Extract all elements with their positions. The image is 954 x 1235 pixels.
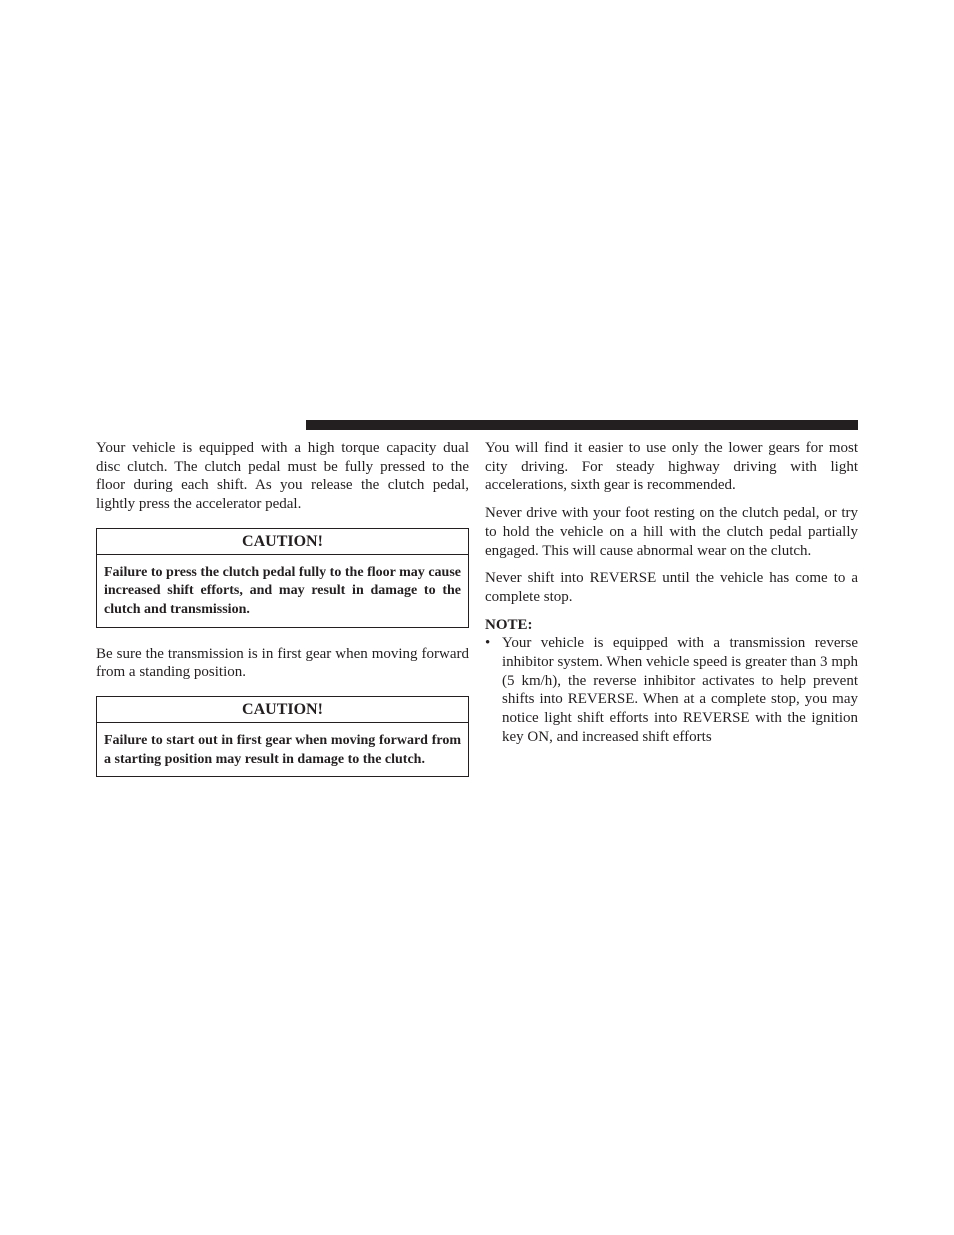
reverse-stop-paragraph: Never shift into REVERSE until the vehicle has come to a complete stop. xyxy=(485,570,858,605)
caution-title: CAUTION! xyxy=(97,529,468,555)
caution-title: CAUTION! xyxy=(97,697,468,723)
clutch-intro-paragraph: Your vehicle is equipped with a high torque capacity dual disc clutch. The clutch pedal must be fully pressed to the floor during each shift. As you release the clutch pedal, lightly press the accelerator pedal. xyxy=(96,440,469,513)
note-label: NOTE: xyxy=(485,616,533,633)
caution-box-first-gear xyxy=(96,696,469,777)
reverse-inhibitor-text: Your vehicle is equipped with a transmission reverse inhibitor system. When vehicle speed is greater than 3 mph (5 km/h), the reverse inhibitor activates to help prevent shifts into REVERSE. When at a complete stop, you may notice light shift efforts into REVERSE with the ignition key ON, and increased shift efforts xyxy=(502,635,858,745)
note-bullet-item xyxy=(485,634,858,746)
lower-gears-paragraph: You will find it easier to use only the lower gears for most city driving. For steady highway driving with light accelerations, sixth gear is recommended. xyxy=(485,440,858,494)
caution-body: Failure to press the clutch pedal fully to the floor may cause increased shift efforts, and may result in damage to the clutch and transmission. xyxy=(104,564,461,617)
right-column xyxy=(485,439,858,747)
clutch-resting-paragraph: Never drive with your foot resting on the clutch pedal, or try to hold the vehicle on a hill with the clutch pedal partially engaged. This will cause abnormal wear on the clutch. xyxy=(485,505,858,559)
caution-body: Failure to start out in first gear when moving forward from a starting position may result in damage to the clutch. xyxy=(104,733,461,767)
section-header-bar xyxy=(306,420,858,430)
left-column xyxy=(96,439,469,794)
caution-box-clutch-pedal xyxy=(96,528,469,628)
first-gear-paragraph: Be sure the transmission is in first gear when moving forward from a standing position. xyxy=(96,645,469,681)
bullet-icon: • xyxy=(485,635,491,652)
